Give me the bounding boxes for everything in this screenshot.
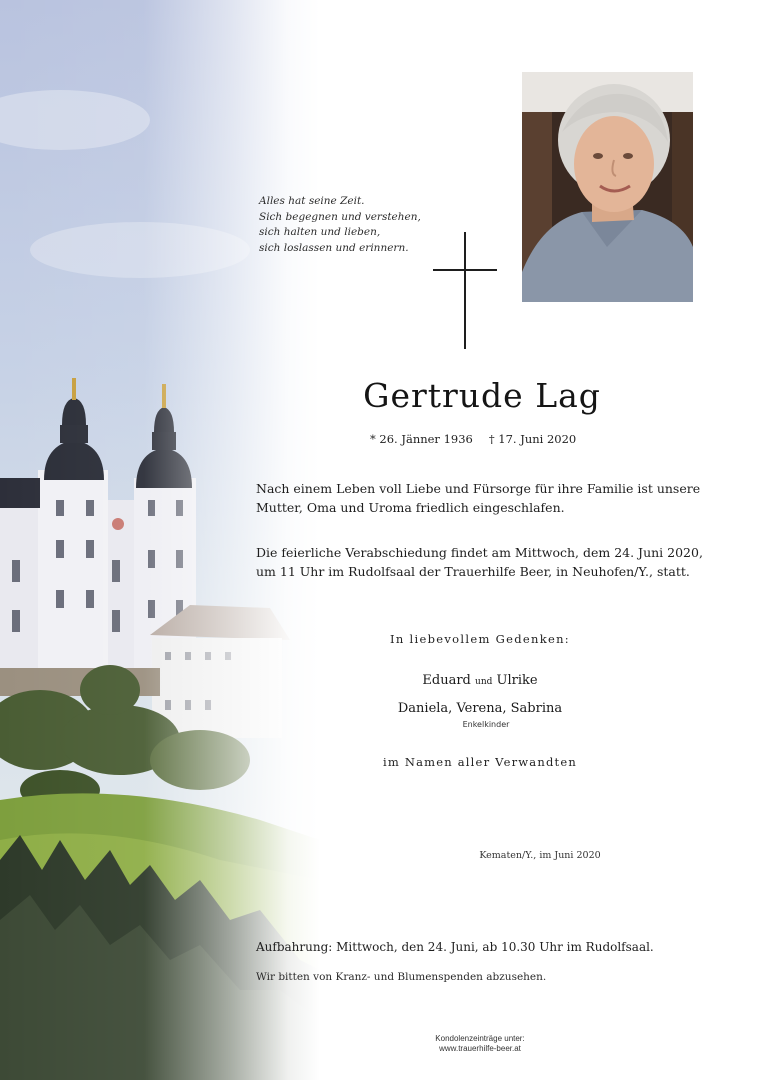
condolence-url[interactable]: www.trauerhilfe-beer.at (439, 1044, 521, 1053)
mourners-grandchildren: Daniela, Verena, Sabrina (397, 701, 563, 716)
poem (259, 194, 459, 256)
mourner-name: Ulrike (496, 673, 538, 688)
place-date: Kematen/Y., im Juni 2020 (479, 850, 601, 861)
mourners-intro: In liebevollem Gedenken: (390, 632, 570, 646)
poem-line: sich halten und lieben, (259, 226, 381, 238)
birth-date: * 26. Jänner 1936 (370, 432, 473, 446)
paragraph-line: Nach einem Leben voll Liebe und Fürsorge für ihre Familie ist unsere (256, 481, 701, 496)
poem-line: Sich begegnen und verstehen, (259, 210, 421, 223)
ceremony-paragraph (256, 543, 726, 581)
viewing-info: Aufbahrung: Mittwoch, den 24. Juni, ab 10.30 Uhr im Rudolfsaal. (256, 940, 654, 954)
announcement-paragraph (256, 479, 726, 517)
condolence-label: Kondolenzeinträge unter: (435, 1034, 525, 1043)
mourner-name: Eduard (422, 673, 471, 688)
mourners-children (300, 673, 660, 688)
relatives-line: im Namen aller Verwandten (383, 755, 577, 769)
paragraph-line: Die feierliche Verabschiedung findet am Mittwoch, dem 24. Juni 2020, (256, 545, 703, 560)
paragraph-line: Mutter, Oma und Uroma friedlich eingeschlafen. (256, 500, 565, 515)
flowers-note: Wir bitten von Kranz- und Blumenspenden abzusehen. (256, 971, 547, 983)
deceased-name: Gertrude Lag (363, 376, 601, 415)
death-date: † 17. Juni 2020 (488, 432, 577, 446)
conjunction: und (475, 677, 493, 687)
portrait-photo (522, 72, 693, 302)
poem-line: Alles hat seine Zeit. (259, 195, 365, 207)
image-fade-overlay (0, 0, 320, 1080)
poem-line: sich loslassen und erinnern. (259, 241, 409, 254)
grandchildren-label: Enkelkinder (462, 720, 510, 729)
life-dates (370, 432, 610, 446)
paragraph-line: um 11 Uhr im Rudolfsaal der Trauerhilfe Beer, in Neuhofen/Y., statt. (256, 564, 690, 579)
